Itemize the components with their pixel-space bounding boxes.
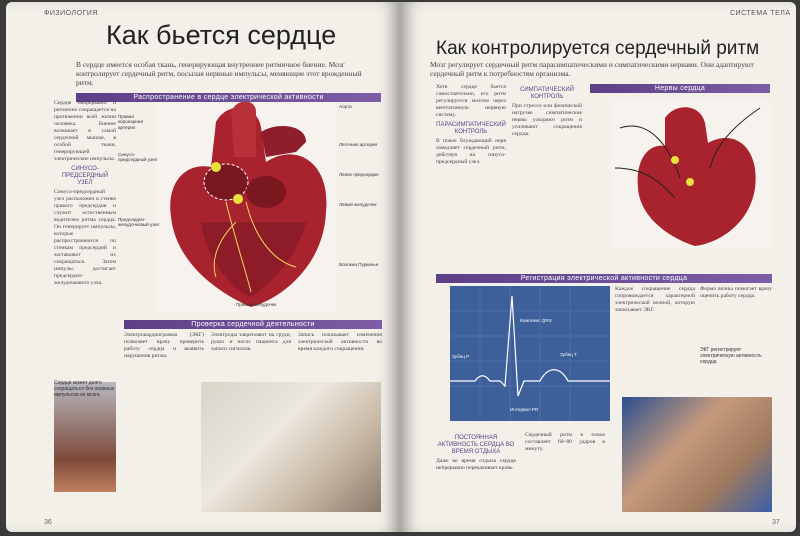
- sa-node: [671, 156, 679, 164]
- subheading-parasympathetic: ПАРАСИМПАТИЧЕСКИЙ КОНТРОЛЬ: [436, 122, 506, 135]
- right-atrium: [204, 164, 248, 200]
- body-column: Хотя сердце бьется самостоятельно, его ритм регулируется мозгом через вегетативную нервную систему. ПАРАСИМПАТИЧЕСКИЙ КОНТРОЛЬ В покое блуждающий нерв замедляет сердечный ритм, действуя на синусо-предсердный узел.: [436, 84, 506, 165]
- body-column: Сердце непрерывно и ритмично сокращается на протяжении всей жизни человека. Биение возникает в самой сердечной мышце, в особой ткани, генерирующей электрические импульсы. СИНУСО-ПРЕДСЕРДНЫЙ УЗЕЛ Синусо-предсердный узел расположен в стенке правого предсердия и служит естественным водителем ритма сердца. Он генерирует импульсы, которые распространяются по стенкам предсердий и заставляют их сокращаться. Затем импульс достигает предсердно-желудочкового узла.: [54, 100, 116, 286]
- label-purkinje: Волокна Пуркинье: [339, 262, 379, 267]
- left-page: [6, 2, 400, 532]
- heart-diagram: [156, 102, 336, 312]
- ecg-heading: Регистрация электрической активности сердца: [436, 274, 772, 283]
- subheading-rest: ПОСТОЯННАЯ АКТИВНОСТЬ СЕРДЦА ВО ВРЕМЯ ОТДЫХА: [437, 435, 515, 455]
- ecg-label-pr: Интервал PR: [510, 407, 539, 412]
- label-left-ventricle: Левый желудочек: [339, 202, 377, 207]
- body-column-2: Электрокардиограмма (ЭКГ) позволяет врачу проверить работу сердца и выявить нарушения ритма.: [124, 332, 204, 359]
- subheading-sympathetic: СИМПАТИЧЕСКИЙ КОНТРОЛЬ: [520, 87, 574, 100]
- ecg-label-qrs: Комплекс QRS: [520, 318, 552, 323]
- photo-caption: Сердце может долго сокращаться без нервных импульсов из мозга: [54, 380, 115, 398]
- photo-electrodes: [622, 397, 772, 512]
- ecg-label-p: Зубец P: [452, 354, 470, 359]
- section-tag: СИСТЕМА ТЕЛА: [730, 10, 791, 17]
- label-pulmonary: Легочная артерия: [339, 142, 378, 147]
- ecg-check-heading: Проверка сердечной деятельности: [124, 320, 382, 329]
- label-right-ventricle: Правый желудочек: [236, 302, 277, 307]
- body-column-2: СИМПАТИЧЕСКИЙ КОНТРОЛЬ При стрессе или физической нагрузке симпатические нервы ускоряют ритм и усиливают сокращения сердца.: [512, 87, 582, 137]
- label-aorta: Аорта: [339, 104, 352, 109]
- nerve-heart-diagram: [610, 98, 770, 248]
- body-column-6: Сердечный ритм в покое составляет 60–80 ударов в минуту.: [525, 432, 605, 452]
- label-left-atrium: Левое предсердие: [339, 172, 379, 177]
- subheading: СИНУСО-ПРЕДСЕРДНЫЙ УЗЕЛ: [61, 166, 109, 186]
- ecg-label-t: Зубец T: [560, 352, 577, 357]
- photo-doctors: [201, 382, 381, 512]
- lead-text: Мозг регулирует сердечный ритм парасимпатическими и симпатическими нервами. Они адаптируют сердечный ритм к потребностям организма.: [430, 60, 754, 78]
- sa-node: [211, 162, 221, 172]
- diagram-heading: Распространение в сердце электрической активности: [76, 93, 381, 102]
- section-tag: ФИЗИОЛОГИЯ: [44, 10, 98, 17]
- page-number: 36: [44, 519, 52, 526]
- page-number: 37: [772, 519, 780, 526]
- page-title: Как контролируется сердечный ритм: [436, 38, 760, 59]
- body-column-5: ПОСТОЯННАЯ АКТИВНОСТЬ СЕРДЦА ВО ВРЕМЯ ОТДЫХА Даже во время отдыха сердце непрерывно перекачивает кровь.: [436, 435, 516, 471]
- right-page: [400, 2, 796, 532]
- body-column-4: Запись показывает изменения электрической активности во время каждого сокращения.: [298, 332, 382, 352]
- av-node: [233, 194, 243, 204]
- nerves-heading: Нервы сердца: [590, 84, 770, 93]
- body-column-3: Электроды закрепляют на груди, руках и ногах пациента для записи сигналов.: [211, 332, 291, 352]
- left-atrium: [246, 176, 286, 208]
- label-sa-node: Синусо-предсердный узел: [118, 152, 158, 163]
- photo-heart-surgery: [54, 382, 116, 492]
- lead-text: В сердце имеется особая ткань, генерирующая внутреннее ритмичное биение. Мозг контролирует сердечный ритм, посылая нервные импульсы, меняющие этот врожденный ритм.: [76, 60, 362, 87]
- page-title: Как бьется сердце: [106, 20, 337, 50]
- label-coronary: Правая коронарная артерия: [118, 114, 143, 130]
- photo-caption: ЭКГ регистрирует электрическую активность сердца: [700, 347, 762, 365]
- body-column-4: Форма волны помогает врачу оценить работу сердца.: [700, 286, 772, 299]
- av-node: [686, 178, 694, 186]
- label-av-node: Предсердно-желудочковый узел: [118, 217, 160, 228]
- open-book: [6, 2, 796, 534]
- body-column-3: Каждое сокращение сердца сопровождается характерной электрической волной, которую записывает ЭКГ.: [615, 286, 695, 313]
- aorta: [231, 102, 256, 157]
